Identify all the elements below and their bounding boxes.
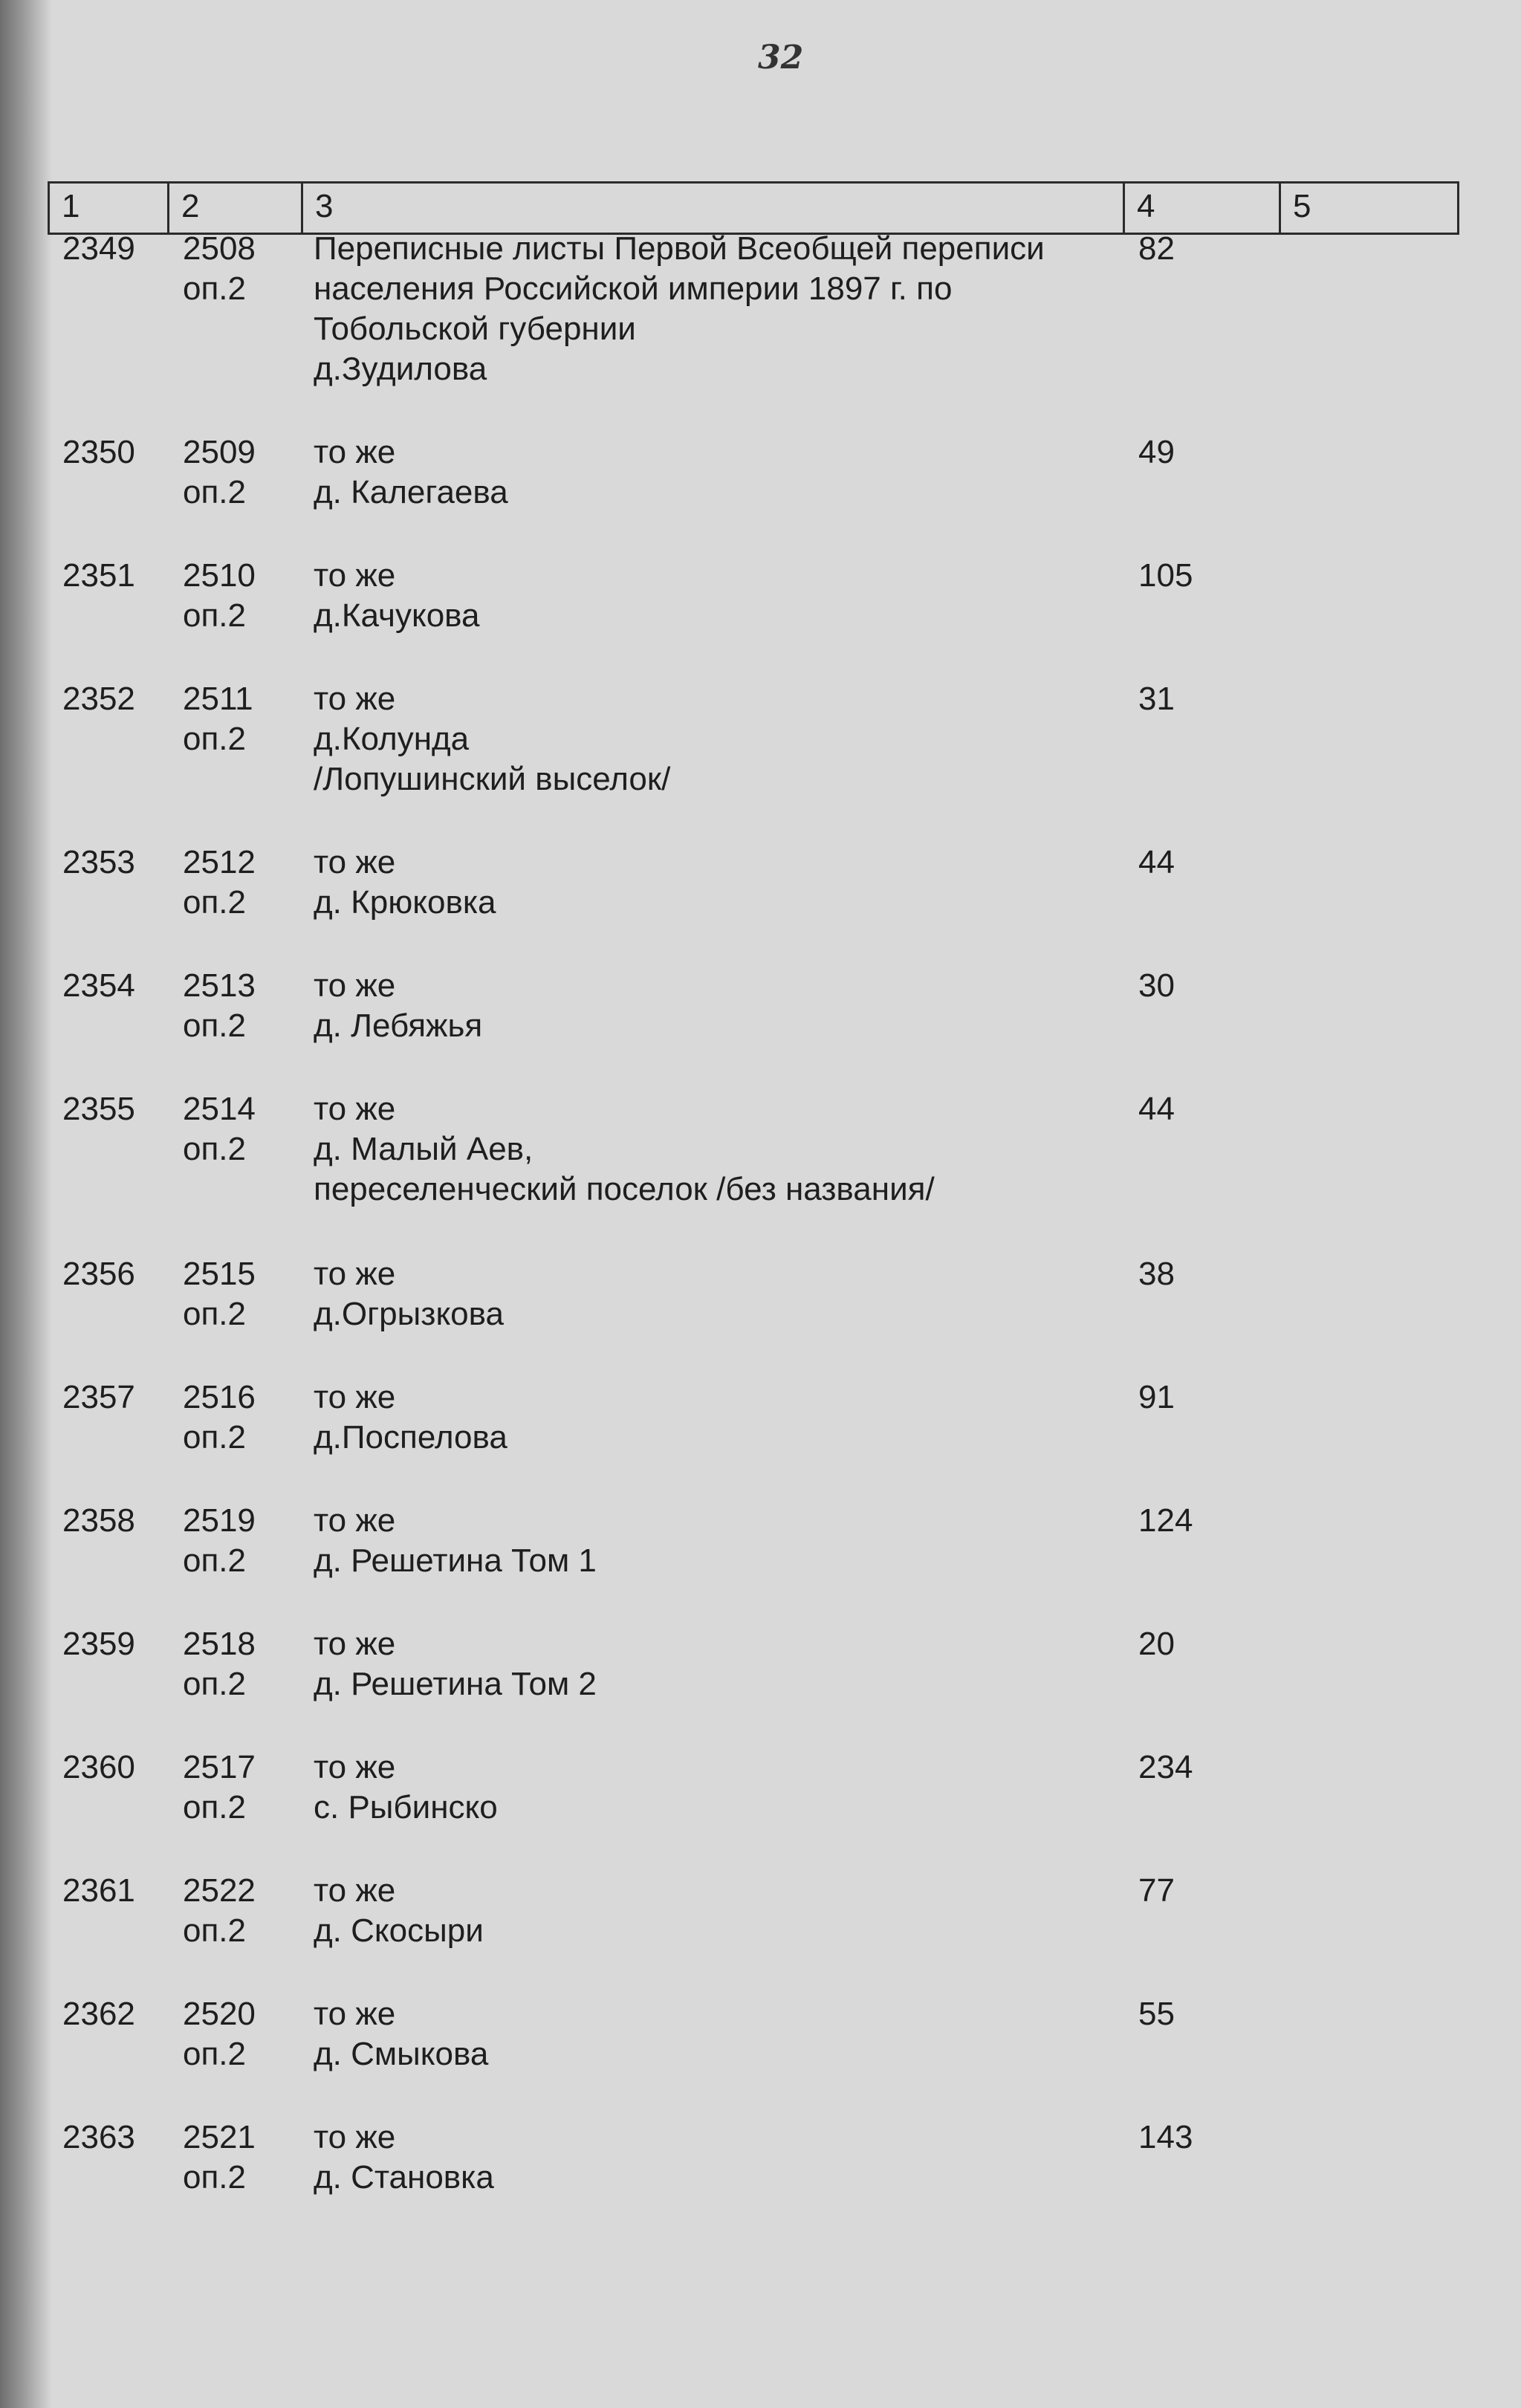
record-number: 2355 — [62, 1091, 135, 1127]
table-header — [48, 181, 1459, 235]
opis-number: оп.2 — [183, 1912, 246, 1949]
opis-number: оп.2 — [183, 2159, 246, 2196]
description-line: то же — [314, 967, 396, 1004]
description-cell — [314, 229, 1045, 389]
record-number: 2354 — [62, 967, 135, 1004]
description-line: то же — [314, 844, 396, 880]
description-cell — [314, 679, 670, 799]
description-line: /Лопушинский выселок/ — [314, 761, 671, 797]
fond-number: 2522 — [183, 1872, 256, 1909]
opis-number: оп.2 — [183, 2036, 246, 2072]
record-number: 2353 — [62, 844, 135, 880]
description-line: д. Смыкова — [314, 2036, 489, 2072]
sheet-count: 20 — [1138, 1626, 1175, 1662]
description-line: д. Решетина Том 2 — [314, 1666, 597, 1702]
description-line: Переписные листы Первой Всеобщей переписи — [314, 230, 1045, 267]
fond-cell — [183, 966, 256, 1046]
description-cell — [314, 1994, 488, 2074]
opis-number: оп.2 — [183, 721, 246, 757]
fond-cell — [183, 556, 256, 636]
opis-number: оп.2 — [183, 884, 246, 921]
description-line: то же — [314, 557, 396, 594]
fond-number: 2515 — [183, 1256, 256, 1292]
opis-number: оп.2 — [183, 1542, 246, 1579]
record-number: 2359 — [62, 1626, 135, 1662]
opis-number: оп.2 — [183, 270, 246, 307]
record-number: 2363 — [62, 2119, 135, 2155]
fond-cell — [183, 1747, 256, 1828]
record-number: 2358 — [62, 1502, 135, 1539]
fond-cell — [183, 229, 256, 309]
fond-cell — [183, 432, 256, 513]
record-number: 2362 — [62, 1996, 135, 2032]
opis-number: оп.2 — [183, 1007, 246, 1044]
record-number: 2360 — [62, 1749, 135, 1785]
opis-number: оп.2 — [183, 1131, 246, 1167]
description-line: то же — [314, 1749, 396, 1785]
fond-number: 2511 — [183, 681, 253, 717]
description-line: то же — [314, 1091, 396, 1127]
fond-number: 2513 — [183, 967, 256, 1004]
fond-number: 2514 — [183, 1091, 256, 1127]
description-line: д.Зудилова — [314, 351, 487, 387]
record-number: 2361 — [62, 1872, 135, 1909]
opis-number: оп.2 — [183, 474, 246, 510]
description-line: д. Становка — [314, 2159, 494, 2196]
header-cell: 5 — [1279, 184, 1462, 233]
fond-number: 2517 — [183, 1749, 256, 1785]
fond-cell — [183, 843, 256, 923]
description-line: населения Российской империи 1897 г. по — [314, 270, 953, 307]
description-line: то же — [314, 1626, 396, 1662]
description-cell — [314, 966, 482, 1046]
fond-number: 2519 — [183, 1502, 256, 1539]
fond-cell — [183, 1624, 256, 1704]
fond-number: 2520 — [183, 1996, 256, 2032]
description-line: переселенческий поселок /без названия/ — [314, 1171, 935, 1207]
sheet-count: 105 — [1138, 557, 1193, 594]
description-cell — [314, 556, 480, 636]
description-line: д.Поспелова — [314, 1419, 507, 1455]
fond-number: 2509 — [183, 434, 256, 470]
fond-number: 2508 — [183, 230, 256, 267]
record-number: 2350 — [62, 434, 135, 470]
opis-number: оп.2 — [183, 1419, 246, 1455]
sheet-count: 31 — [1138, 681, 1175, 717]
description-line: д. Скосыри — [314, 1912, 484, 1949]
fond-cell — [183, 1994, 256, 2074]
header-cell: 3 — [301, 184, 1123, 233]
description-cell — [314, 1747, 498, 1828]
description-line: Тобольской губернии — [314, 311, 636, 347]
fond-cell — [183, 1254, 256, 1334]
opis-number: оп.2 — [183, 1296, 246, 1332]
fond-cell — [183, 1089, 256, 1169]
description-line: д. Малый Аев, — [314, 1131, 534, 1167]
sheet-count: 38 — [1138, 1256, 1175, 1292]
sheet-count: 30 — [1138, 967, 1175, 1004]
record-number: 2357 — [62, 1379, 135, 1415]
sheet-count: 77 — [1138, 1872, 1175, 1909]
description-line: д.Огрызкова — [314, 1296, 505, 1332]
description-line: д. Решетина Том 1 — [314, 1542, 597, 1579]
page-number: 32 — [758, 39, 804, 77]
sheet-count: 44 — [1138, 844, 1175, 880]
header-cell: 2 — [167, 184, 301, 233]
sheet-count: 55 — [1138, 1996, 1175, 2032]
description-line: д. Калегаева — [314, 474, 508, 510]
description-cell — [314, 843, 496, 923]
header-cell: 4 — [1123, 184, 1279, 233]
description-cell — [314, 432, 508, 513]
fond-cell — [183, 1377, 256, 1458]
description-cell — [314, 1501, 597, 1581]
fond-number: 2518 — [183, 1626, 256, 1662]
record-number: 2352 — [62, 681, 135, 717]
description-line: д. Лебяжья — [314, 1007, 483, 1044]
sheet-count: 124 — [1138, 1502, 1193, 1539]
fond-number: 2521 — [183, 2119, 256, 2155]
sheet-count: 82 — [1138, 230, 1175, 267]
description-line: то же — [314, 434, 396, 470]
fond-number: 2512 — [183, 844, 256, 880]
description-line: то же — [314, 1502, 396, 1539]
sheet-count: 44 — [1138, 1091, 1175, 1127]
sheet-count: 234 — [1138, 1749, 1193, 1785]
opis-number: оп.2 — [183, 597, 246, 634]
description-line: то же — [314, 1996, 396, 2032]
record-number: 2349 — [62, 230, 135, 267]
sheet-count: 49 — [1138, 434, 1175, 470]
scan-edge-shadow — [0, 0, 52, 2408]
description-cell — [314, 2117, 494, 2198]
fond-cell — [183, 679, 253, 759]
description-line: д. Крюковка — [314, 884, 496, 921]
sheet-count: 91 — [1138, 1379, 1175, 1415]
fond-number: 2510 — [183, 557, 256, 594]
fond-cell — [183, 1501, 256, 1581]
description-cell — [314, 1377, 507, 1458]
description-line: то же — [314, 2119, 396, 2155]
record-number: 2356 — [62, 1256, 135, 1292]
description-line: д.Качукова — [314, 597, 480, 634]
sheet-count: 143 — [1138, 2119, 1193, 2155]
fond-cell — [183, 2117, 256, 2198]
fond-cell — [183, 1871, 256, 1951]
description-line: с. Рыбинско — [314, 1789, 498, 1826]
record-number: 2351 — [62, 557, 135, 594]
description-cell — [314, 1624, 597, 1704]
header-cell: 1 — [62, 188, 80, 224]
fond-number: 2516 — [183, 1379, 256, 1415]
description-line: то же — [314, 1872, 396, 1909]
opis-number: оп.2 — [183, 1666, 246, 1702]
description-line: д.Колунда — [314, 721, 470, 757]
description-cell — [314, 1871, 484, 1951]
description-line: то же — [314, 681, 396, 717]
description-line: то же — [314, 1379, 396, 1415]
description-cell — [314, 1254, 504, 1334]
opis-number: оп.2 — [183, 1789, 246, 1826]
description-cell — [314, 1089, 935, 1210]
description-line: то же — [314, 1256, 396, 1292]
